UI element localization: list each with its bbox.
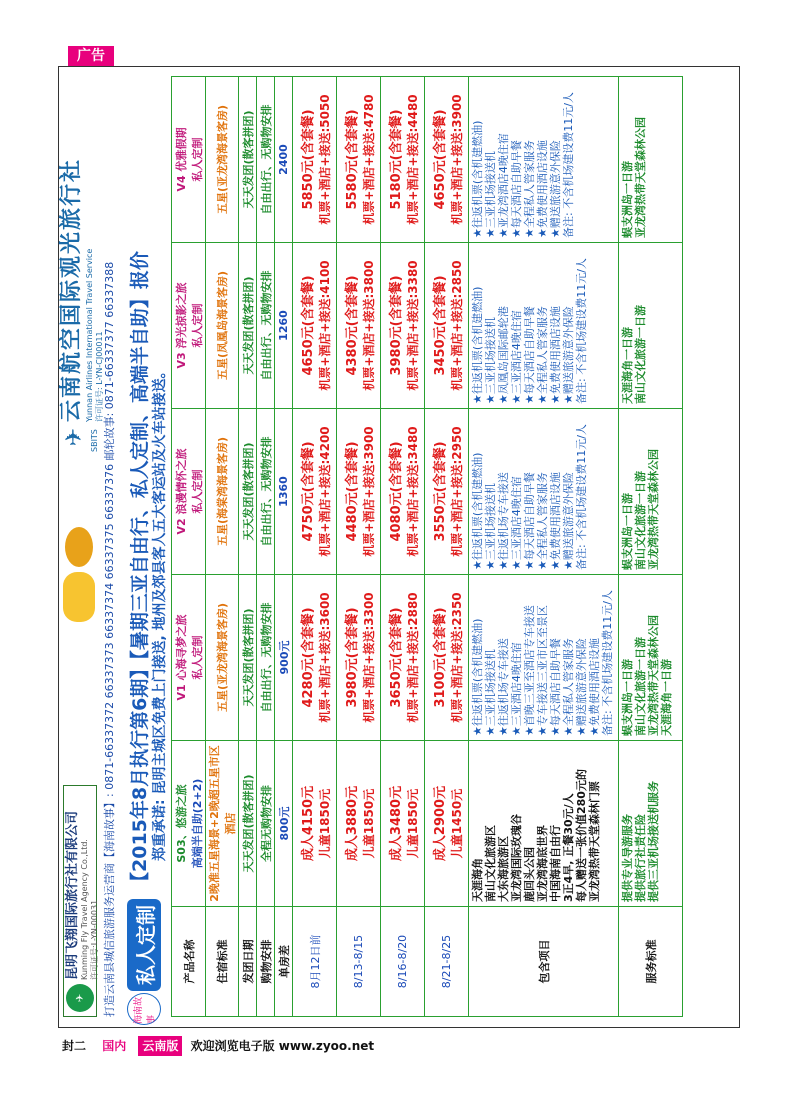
table-cell: [257, 243, 275, 409]
cell-text: 儿童1850元: [317, 788, 332, 859]
list-item: 亚龙湾热带天堂森林公园: [634, 117, 647, 238]
cell-text: 自由出行、无购物安排: [259, 104, 273, 215]
include-cell: [469, 77, 619, 243]
cell-text: 2400: [277, 144, 290, 175]
list-item: 亚龙湾热带天堂森林门票: [588, 781, 601, 902]
row-label: 住宿标准: [206, 907, 239, 1017]
list-item: ★往返机场专车接送: [497, 638, 510, 736]
list-item: ★全程私人管家服务: [562, 638, 575, 736]
list-item: 蜈支洲岛一日游: [621, 659, 634, 736]
list-item: ★往返机场专车接送: [497, 472, 510, 570]
list-item: ★往返机票(含机建燃油): [471, 120, 484, 238]
right-logo-mark: SBITS: [89, 429, 99, 452]
footer-region: 云南版: [138, 1036, 182, 1056]
cell-text: 2晚准五星海景+2晚超五星市区酒店: [208, 745, 237, 902]
table-cell: [275, 77, 293, 243]
table-cell: [239, 741, 257, 907]
table-cell: [239, 243, 257, 409]
left-logo-name: 昆明飞翔国际旅行社有限公司: [64, 810, 80, 980]
cartoon-mascot-icon: [63, 572, 95, 622]
list-item: ★往返机票(含机建燃油): [471, 452, 484, 570]
list-item: ★三亚机场接送机: [484, 317, 497, 404]
cell-text: 成人2900元: [432, 785, 448, 862]
table-cell: [172, 243, 206, 409]
list-item: ★三亚机场接送机: [484, 151, 497, 238]
list-item: ★亚龙湾酒店4晚住宿: [497, 133, 510, 238]
cell-text: 3450元(含套餐): [432, 275, 448, 376]
cell-text: 3650元(含套餐): [388, 607, 404, 708]
cell-text: 私人定制: [190, 635, 204, 680]
cell-text: 4480元(含套餐): [344, 441, 360, 542]
list-item: ★免费使用酒店设施: [536, 140, 549, 238]
table-cell: [239, 409, 257, 575]
cell-text: 高端半自助(2+2): [190, 778, 204, 869]
table-cell: [172, 409, 206, 575]
list-item: 天涯海角一日游: [621, 327, 634, 404]
table-row: [619, 77, 683, 1017]
list-item: 亚龙湾热带天堂森林公园: [647, 615, 660, 736]
cell-text: 4080元(含套餐): [388, 441, 404, 542]
list-item: ★赠送旅游意外保险: [549, 140, 562, 238]
list-item: ★免费使用酒店设施: [549, 306, 562, 404]
table-row: [275, 77, 293, 1017]
table-cell: [293, 741, 337, 907]
list-item: 天涯海角: [471, 858, 484, 902]
contact-line: 打造云南县城信旅游服务运营商【海南故事】: 0871-66337372 66337373 66337374 66337375 66337376 邮轮故事: 0871-66337377 66337388: [103, 261, 116, 1017]
cell-text: 机票+酒店+接送:3600: [317, 592, 332, 723]
table-row: [425, 77, 469, 1017]
list-item: 蜈支洲岛一日游: [621, 161, 634, 238]
cell-text: 4380元(含套餐): [344, 275, 360, 376]
cell-text: 天天发团(散客拼团): [241, 110, 255, 209]
list-item: 亚龙湾国际玫瑰谷: [510, 814, 523, 902]
hainan-story-logo: 海南故事: [127, 993, 161, 1025]
table-cell: [239, 575, 257, 741]
cell-text: 私人定制: [190, 137, 204, 182]
cell-text: 机票+酒店+接送:2880: [405, 592, 420, 723]
cell-text: 天天发团(散客拼团): [241, 442, 255, 541]
table-cell: [206, 741, 239, 907]
row-label: 8月12日前: [293, 907, 337, 1017]
service-cell: [619, 575, 683, 741]
list-item: ★每天酒店自助早餐: [523, 472, 536, 570]
cell-text: 3100元(含套餐): [432, 607, 448, 708]
airline-logo-icon: ✈: [62, 427, 87, 447]
yunnan-airlines-logo: [58, 72, 104, 452]
cell-text: 儿童1850元: [405, 788, 420, 859]
list-item: 南山文化旅游一日游: [634, 471, 647, 570]
list-item: 提供三亚机场接送机服务: [647, 781, 660, 902]
table-cell: [257, 77, 275, 243]
table-cell: [293, 575, 337, 741]
list-item: ★免费使用酒店设施: [549, 472, 562, 570]
table-cell: [337, 243, 381, 409]
cell-text: 自由出行、无购物安排: [259, 270, 273, 381]
include-cell: [469, 409, 619, 575]
cell-text: 3980元(含套餐): [344, 607, 360, 708]
table-cell: [172, 741, 206, 907]
table-row: [206, 77, 239, 1017]
row-label: 包含项目: [469, 907, 619, 1017]
banner-title: 【2015年8月执行第6期】【暑期三亚自由行、私人定制、高端半自助】报价: [129, 251, 151, 891]
list-item: ★赠送旅游意外保险: [562, 472, 575, 570]
row-label: 服务标准: [619, 907, 683, 1017]
list-item: 备注: 不含机场建设费11元/人: [562, 92, 575, 238]
cell-text: 1360: [277, 476, 290, 507]
cell-text: 机票+酒店+接送:5050: [317, 94, 332, 225]
cell-text: 机票+酒店+接送:4480: [405, 94, 420, 225]
table-cell: [257, 409, 275, 575]
cell-text: 自由出行、无购物安排: [259, 602, 273, 713]
cell-text: 机票+酒店+接送:3380: [405, 260, 420, 391]
list-item: ★首晚三亚至酒店专车接送: [523, 605, 536, 736]
list-item: 天涯海角一日游: [660, 659, 673, 736]
list-item: ★凤凰岛国际邮轮港: [497, 306, 510, 404]
left-logo-license: 许可证号:L-YN-00031: [89, 899, 99, 980]
list-item: ★全程私人管家服务: [536, 306, 549, 404]
table-cell: [425, 409, 469, 575]
table-cell: [337, 741, 381, 907]
right-logo-name: 云南航空国际观光旅行社: [58, 157, 84, 422]
service-cell: [619, 77, 683, 243]
cell-text: 成人4150元: [300, 785, 316, 862]
row-label: 8/21-8/25: [425, 907, 469, 1017]
list-item: 中国海南自由行: [549, 825, 562, 902]
cell-text: 机票+酒店+接送:2950: [449, 426, 464, 557]
table-cell: [293, 77, 337, 243]
cell-text: 自由出行、无购物安排: [259, 436, 273, 547]
list-item: 大东海旅游区: [497, 836, 510, 902]
table-cell: [257, 575, 275, 741]
table-row: [293, 77, 337, 1017]
advertisement-frame: [58, 66, 740, 1028]
cell-text: 成人3480元: [388, 785, 404, 862]
kunming-fly-logo: [63, 785, 97, 1017]
table-cell: [293, 409, 337, 575]
table-cell: [239, 77, 257, 243]
table-row: [257, 77, 275, 1017]
list-item: 南山文化旅游一日游: [634, 637, 647, 736]
rotated-content: [59, 67, 739, 1027]
list-item: ★三亚酒店4晚住宿: [510, 476, 523, 570]
cell-text: 4750元(含套餐): [300, 441, 316, 542]
footer: [58, 1036, 738, 1056]
cell-text: 全程无购物安排: [259, 785, 273, 862]
row-label: 产品名称: [172, 907, 206, 1017]
list-item: 南山文化旅游一日游: [634, 305, 647, 404]
table-row: [172, 77, 206, 1017]
list-item: 3正4早, 正餐30元/人: [562, 793, 575, 902]
table-cell: [206, 77, 239, 243]
list-item: 备注: 不含机场建设费11元/人: [575, 424, 588, 570]
row-label: 发团日期: [239, 907, 257, 1017]
service-cell: [619, 243, 683, 409]
list-item: ★三亚酒店4晚住宿: [510, 310, 523, 404]
list-item: ★三亚机场接送机: [484, 483, 497, 570]
table-cell: [337, 77, 381, 243]
table-cell: [275, 741, 293, 907]
cell-text: 机票+酒店+接送:4200: [317, 426, 332, 557]
table-cell: [425, 575, 469, 741]
row-label: 8/13-8/15: [337, 907, 381, 1017]
service-cell: [619, 409, 683, 575]
cell-text: 天天发团(散客拼团): [241, 608, 255, 707]
table-cell: [172, 77, 206, 243]
cell-text: V2 浪漫情怀之旅: [174, 448, 188, 535]
list-item: 亚龙湾海底世界: [536, 825, 549, 902]
agency-logo-icon: ✈: [66, 984, 94, 1012]
cell-text: 五星(亚龙湾海景客房): [216, 602, 229, 713]
table-cell: [381, 741, 425, 907]
list-item: 亚龙湾热带天堂森林公园: [647, 449, 660, 570]
cell-text: 机票+酒店+接送:4100: [317, 260, 332, 391]
table-cell: [337, 409, 381, 575]
table-cell: [206, 409, 239, 575]
header: [58, 67, 116, 1027]
banner-promise: 郑重承诺: 昆明主城区免费上门接送, 地州及郊县客人五大客运站及火车站接送。: [152, 364, 168, 861]
cell-text: 五星(亚龙湾海景客房): [216, 104, 229, 215]
cell-text: 机票+酒店+接送:3900: [361, 426, 376, 557]
cell-text: 成人3880元: [344, 785, 360, 862]
row-label: 8/16-8/20: [381, 907, 425, 1017]
private-custom-badge: 私人定制: [127, 899, 161, 991]
list-item: ★每天酒店自助早餐: [549, 638, 562, 736]
cell-text: 4650元(含套餐): [432, 109, 448, 210]
table-cell: [381, 575, 425, 741]
cell-text: 机票+酒店+接送:3480: [405, 426, 420, 557]
cell-text: 机票+酒店+接送:3300: [361, 592, 376, 723]
cell-text: 机票+酒店+接送:3800: [361, 260, 376, 391]
table-row: [381, 77, 425, 1017]
cell-text: V4 优雅假期: [174, 127, 188, 192]
table-cell: [275, 409, 293, 575]
cell-text: 私人定制: [190, 303, 204, 348]
service-cell: [619, 741, 683, 907]
table-row: [337, 77, 381, 1017]
list-item: 备注: 不含机场建设费11元/人: [575, 258, 588, 404]
table-row: [469, 77, 619, 1017]
table-cell: [381, 243, 425, 409]
table-cell: [337, 575, 381, 741]
cell-text: 机票+酒店+接送:4780: [361, 94, 376, 225]
cell-text: 五星(凤凰岛海景客房): [216, 270, 229, 381]
table-cell: [425, 741, 469, 907]
left-logo-en: Kunming Fly Travel Agency Co.,Ltd.: [79, 839, 89, 980]
cell-text: 3550元(含套餐): [432, 441, 448, 542]
list-item: ★往返机票(含机建燃油): [471, 286, 484, 404]
cell-text: 800元: [277, 806, 291, 841]
include-cell: [469, 741, 619, 907]
cell-text: 1260: [277, 310, 290, 341]
list-item: ★专车接送三亚市区至景区: [536, 605, 549, 736]
list-item: 蜈支洲岛一日游: [621, 493, 634, 570]
include-cell: [469, 243, 619, 409]
cell-text: V1 心海寻梦之旅: [174, 614, 188, 701]
cell-text: 天天发团(散客拼团): [241, 774, 255, 873]
table-cell: [206, 243, 239, 409]
list-item: ★每天酒店自助早餐: [523, 306, 536, 404]
right-logo-en: Yunnan Airlines International Travel Service: [84, 248, 94, 422]
list-item: ★赠送旅游意外保险: [575, 638, 588, 736]
list-item: 备注: 不含机场建设费11元/人: [601, 590, 614, 736]
cell-text: 5850元(含套餐): [300, 109, 316, 210]
cell-text: V3 浮光掠影之旅: [174, 282, 188, 369]
cartoon-mascot-icon: [65, 527, 93, 567]
list-item: ★往返机票(含机建燃油): [471, 618, 484, 736]
cell-text: 私人定制: [190, 469, 204, 514]
table-cell: [257, 741, 275, 907]
row-label: 单房差: [275, 907, 293, 1017]
list-item: ★三亚机场接送机: [484, 649, 497, 736]
list-item: ★三亚酒店4晚住宿: [510, 642, 523, 736]
table-cell: [275, 243, 293, 409]
footer-section: 国内: [102, 1039, 127, 1053]
table-cell: [381, 77, 425, 243]
list-item: ★免费使用酒店设施: [588, 638, 601, 736]
table-cell: [293, 243, 337, 409]
footer-page: 封二: [62, 1039, 87, 1053]
table-cell: [381, 409, 425, 575]
row-label: 购物安排: [257, 907, 275, 1017]
cell-text: 5180元(含套餐): [388, 109, 404, 210]
cell-text: 五星(海棠湾海景客房): [216, 436, 229, 547]
banner: [123, 81, 168, 1024]
cell-text: 4280元(含套餐): [300, 607, 316, 708]
table-cell: [206, 575, 239, 741]
cell-text: 机票+酒店+接送:3900: [449, 94, 464, 225]
cell-text: 机票+酒店+接送:2350: [449, 592, 464, 723]
cell-text: 4650元(含套餐): [300, 275, 316, 376]
list-item: ★全程私人管家服务: [523, 140, 536, 238]
cell-text: 3980元(含套餐): [388, 275, 404, 376]
list-item: 南山文化旅游区: [484, 825, 497, 902]
ad-label: 广告: [68, 46, 114, 66]
table-row: [239, 77, 257, 1017]
include-cell: [469, 575, 619, 741]
cell-text: 天天发团(散客拼团): [241, 276, 255, 375]
list-item: 每人赠送一张价值280元的: [575, 769, 588, 902]
table-cell: [275, 575, 293, 741]
list-item: 提供旅行社责任险: [634, 814, 647, 902]
cell-text: 900元: [277, 640, 291, 675]
cell-text: S03、悠游之旅: [174, 784, 188, 863]
table-cell: [172, 575, 206, 741]
list-item: ★每天酒店自助早餐: [510, 140, 523, 238]
cell-text: 儿童1850元: [361, 788, 376, 859]
cell-text: 儿童1450元: [449, 788, 464, 859]
list-item: ★赠送旅游意外保险: [562, 306, 575, 404]
list-item: ★全程私人管家服务: [536, 472, 549, 570]
cell-text: 5580元(含套餐): [344, 109, 360, 210]
right-logo-license: 许可证号: L-YN-CJ00011: [94, 331, 104, 422]
price-table: [171, 76, 683, 1017]
list-item: 提供专业导游服务: [621, 814, 634, 902]
cell-text: 机票+酒店+接送:2850: [449, 260, 464, 391]
table-cell: [425, 243, 469, 409]
table-cell: [425, 77, 469, 243]
footer-text: 欢迎浏览电子版 www.zyoo.net: [190, 1039, 375, 1053]
list-item: 鹿回头公园: [523, 847, 536, 902]
